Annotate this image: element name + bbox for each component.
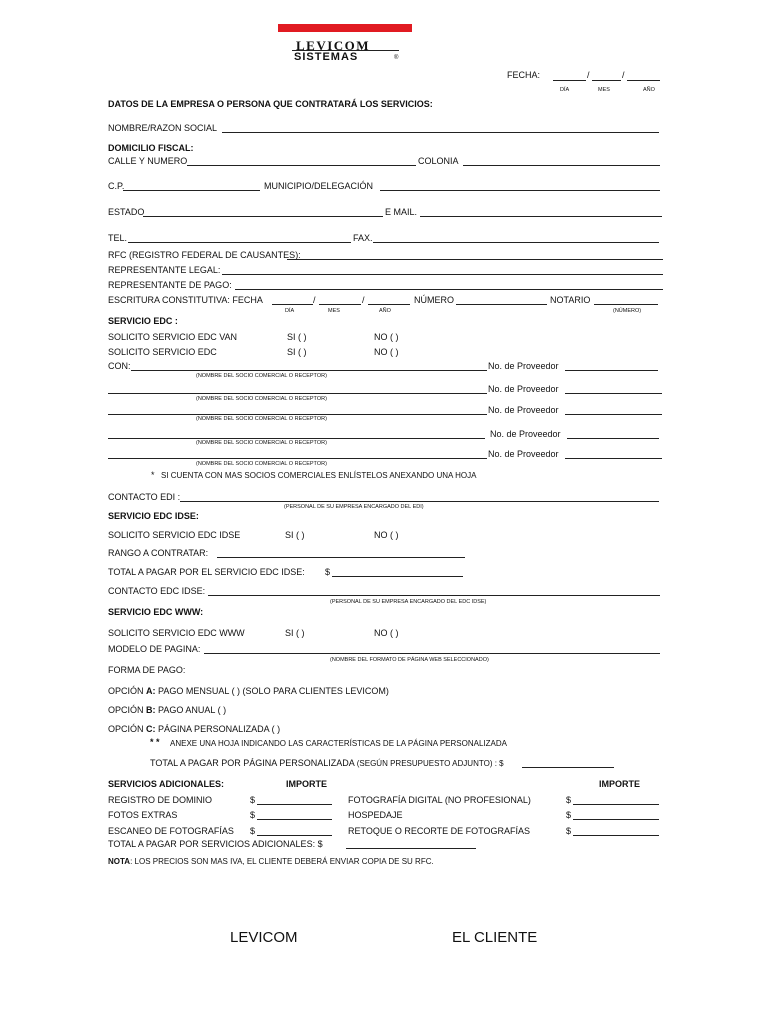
edc-label: SOLICITO SERVICIO EDC [108,347,217,357]
anexe-stars: * * [150,737,160,747]
idse-no-checkbox[interactable]: NO ( ) [374,530,399,540]
nota [108,857,434,866]
contacto-idse-label: CONTACTO EDC IDSE: [108,586,206,596]
socio-1-field[interactable] [131,370,487,371]
rep-legal-label: REPRESENTANTE LEGAL: [108,265,221,275]
www-no-checkbox[interactable]: NO ( ) [374,628,399,638]
opcion-b-text[interactable]: PAGO ANUAL ( ) [158,705,227,715]
adicional-left-3-dollar: $ [250,826,256,836]
fecha-sep-2: / [622,70,625,80]
rep-pago-label: REPRESENTANTE DE PAGO: [108,280,232,290]
www-title: SERVICIO EDC WWW: [108,607,204,617]
www-total [150,758,504,768]
edc-van-si-checkbox[interactable]: SI ( ) [287,332,307,342]
www-total-label: TOTAL A PAGAR POR PÁGINA PERSONALIZADA [150,758,355,768]
escritura-mes-note: MES [328,308,340,314]
adicionales-title: SERVICIOS ADICIONALES: [108,779,225,789]
opcion-b-letter: B: [146,705,156,715]
www-total-note: (SEGÚN PRESUPUESTO ADJUNTO) : $ [356,759,504,768]
proveedor-5-field[interactable] [565,458,662,459]
proveedor-3-field[interactable] [565,414,662,415]
escritura-mes-field[interactable] [319,304,361,305]
opcion-a [108,686,389,696]
socio-5-field[interactable] [108,458,487,459]
logo-red-bar [278,24,412,32]
adicional-left-3: ESCANEO DE FOTOGRAFÍAS [108,826,234,836]
adicional-right-3: RETOQUE O RECORTE DE FOTOGRAFÍAS [348,826,531,836]
fecha-anio-note: AÑO [643,87,655,93]
www-solicito-label: SOLICITO SERVICIO EDC WWW [108,628,245,638]
rep-pago-field[interactable] [235,289,663,290]
email-field[interactable] [420,216,662,217]
escritura-label: ESCRITURA CONSTITUTIVA: FECHA [108,295,263,305]
rango-label: RANGO A CONTRATAR: [108,548,209,558]
edc-si-checkbox[interactable]: SI ( ) [287,347,307,357]
fecha-mes-field[interactable] [592,80,621,81]
escritura-dia-field[interactable] [272,304,313,305]
proveedor-1-label: No. de Proveedor [488,361,559,371]
adicional-right-1-field[interactable] [573,804,659,805]
idse-total-label: TOTAL A PAGAR POR EL SERVICIO EDC IDSE: [108,567,305,577]
escritura-sep-1: / [313,295,316,305]
fecha-mes-note: MES [598,87,610,93]
fecha-label: FECHA: [507,70,541,80]
tel-label: TEL. [108,233,128,243]
fax-label: FAX. [353,233,373,243]
adicional-left-1-field[interactable] [257,804,332,805]
idse-total-field[interactable] [332,576,463,577]
modelo-field[interactable] [204,653,660,654]
opcion-a-word: OPCIÓN [108,686,144,696]
edc-con-label: CON: [108,361,131,371]
municipio-field[interactable] [380,190,660,191]
anexe-note: ANEXE UNA HOJA INDICANDO LAS CARACTERÍSTICAS DE LA PÁGINA PERSONALIZADA [170,739,507,748]
contacto-idse-field[interactable] [208,595,660,596]
nota-label: NOTA [108,857,131,866]
domicilio-title: DOMICILIO FISCAL: [108,143,194,153]
calle-label: CALLE Y NUMERO [108,156,188,166]
cp-label: C.P. [108,181,125,191]
numero-field[interactable] [456,304,547,305]
idse-title: SERVICIO EDC IDSE: [108,511,199,521]
notario-field[interactable] [594,304,658,305]
edc-no-checkbox[interactable]: NO ( ) [374,347,399,357]
rep-legal-field[interactable] [222,274,663,275]
opcion-c-letter: C: [146,724,156,734]
idse-total-dollar: $ [325,567,331,577]
estado-field[interactable] [143,216,383,217]
edc-van-no-checkbox[interactable]: NO ( ) [374,332,399,342]
escritura-anio-field[interactable] [368,304,410,305]
contacto-edi-note: (PERSONAL DE SU EMPRESA ENCARGADO DEL EDI) [284,504,424,510]
contacto-idse-note: (PERSONAL DE SU EMPRESA ENCARGADO DEL EDC IDSE) [330,599,487,605]
forma-pago-label: FORMA DE PAGO: [108,665,186,675]
numero-label: NÚMERO [414,295,454,305]
signature-levicom: LEVICOM [230,929,298,946]
proveedor-4-label: No. de Proveedor [490,429,561,439]
fecha-dia-note: DÍA [560,87,570,93]
adicional-right-2-dollar: $ [566,810,572,820]
modelo-label: MODELO DE PAGINA: [108,644,201,654]
socio-4-note: (NOMBRE DEL SOCIO COMERCIAL O RECEPTOR) [196,440,327,446]
escritura-dia-note: DÍA [285,308,295,314]
opcion-a-text[interactable]: PAGO MENSUAL ( ) (SOLO PARA CLIENTES LEVICOM) [158,686,389,696]
adicional-right-1-dollar: $ [566,795,572,805]
opcion-b-word: OPCIÓN [108,705,144,715]
municipio-label: MUNICIPIO/DELEGACIÓN [264,181,374,191]
opcion-c-text[interactable]: PÁGINA PERSONALIZADA ( ) [158,724,281,734]
mas-socios-note: SI CUENTA CON MAS SOCIOS COMERCIALES ENLÍSTELOS ANEXANDO UNA HOJA [161,471,477,480]
www-si-checkbox[interactable]: SI ( ) [285,628,305,638]
fax-field[interactable] [373,242,659,243]
adicional-right-2: HOSPEDAJE [348,810,403,820]
adicional-left-1: REGISTRO DE DOMINIO [108,795,213,805]
proveedor-4-field[interactable] [567,438,659,439]
notario-numero-note: (NÚMERO) [613,308,642,314]
proveedor-5-label: No. de Proveedor [488,449,559,459]
opcion-c-word: OPCIÓN [108,724,144,734]
mas-socios-star: * [151,470,155,480]
adicionales-total-label: TOTAL A PAGAR POR SERVICIOS ADICIONALES: $ [108,839,323,849]
fecha-dia-field[interactable] [553,80,586,81]
adicional-right-3-field[interactable] [573,835,659,836]
fecha-sep-1: / [587,70,590,80]
nombre-label: NOMBRE/RAZON SOCIAL [108,123,218,133]
proveedor-2-label: No. de Proveedor [488,384,559,394]
socio-5-note: (NOMBRE DEL SOCIO COMERCIAL O RECEPTOR) [196,461,327,467]
proveedor-3-label: No. de Proveedor [488,405,559,415]
opcion-c [108,724,280,734]
idse-si-checkbox[interactable]: SI ( ) [285,530,305,540]
rfc-label: RFC (REGISTRO FEDERAL DE CAUSANTES): [108,250,301,260]
adicional-left-2-field[interactable] [257,819,332,820]
logo-brand-top: LEVICOM [296,38,371,53]
idse-solicito-label: SOLICITO SERVICIO EDC IDSE [108,530,241,540]
contacto-edi-label: CONTACTO EDI : [108,492,181,502]
adicional-left-2: FOTOS EXTRAS [108,810,178,820]
estado-label: ESTADO [108,207,145,217]
adicional-left-3-field[interactable] [257,835,332,836]
edc-title: SERVICIO EDC : [108,316,178,326]
importe-header-right: IMPORTE [599,779,641,789]
www-total-field[interactable] [522,767,614,768]
rfc-field[interactable] [287,259,663,260]
adicional-left-2-dollar: $ [250,810,256,820]
opcion-a-letter: A: [146,686,156,696]
fecha-anio-field[interactable] [627,80,660,81]
colonia-field[interactable] [463,165,660,166]
nombre-field[interactable] [222,132,659,133]
adicional-left-1-dollar: $ [250,795,256,805]
logo-brand-bottom: SISTEMAS [294,51,359,63]
socio-3-note: (NOMBRE DEL SOCIO COMERCIAL O RECEPTOR) [196,416,327,422]
logo-registered-mark: ® [394,55,399,61]
signature-cliente: EL CLIENTE [452,929,538,946]
socio-4-field[interactable] [108,438,485,439]
adicionales-total-field[interactable] [346,848,476,849]
proveedor-1-field[interactable] [565,370,658,371]
importe-header-left: IMPORTE [286,779,328,789]
opcion-b [108,705,226,715]
calle-field[interactable] [187,165,416,166]
colonia-label: COLONIA [418,156,459,166]
adicional-right-1: FOTOGRAFÍA DIGITAL (NO PROFESIONAL) [348,795,531,805]
socio-1-note: (NOMBRE DEL SOCIO COMERCIAL O RECEPTOR) [196,373,327,379]
contacto-edi-field[interactable] [180,501,659,502]
tel-field[interactable] [128,242,351,243]
cp-field[interactable] [123,190,260,191]
adicional-right-2-field[interactable] [573,819,659,820]
socio-3-field[interactable] [108,414,487,415]
email-label: E MAIL. [385,207,418,217]
modelo-note: (NOMBRE DEL FORMATO DE PÁGINA WEB SELECCIONADO) [330,657,489,663]
form-heading: DATOS DE LA EMPRESA O PERSONA QUE CONTRATARÁ LOS SERVICIOS: [108,99,433,109]
nota-text: : LOS PRECIOS SON MAS IVA, EL CLIENTE DEBERÁ ENVIAR COPIA DE SU RFC. [130,857,434,866]
escritura-sep-2: / [362,295,365,305]
socio-2-field[interactable] [108,393,487,394]
escritura-anio-note: AÑO [379,308,391,314]
rango-field[interactable] [217,557,465,558]
edc-van-label: SOLICITO SERVICIO EDC VAN [108,332,238,342]
socio-2-note: (NOMBRE DEL SOCIO COMERCIAL O RECEPTOR) [196,396,327,402]
adicional-right-3-dollar: $ [566,826,572,836]
notario-label: NOTARIO [550,295,591,305]
proveedor-2-field[interactable] [565,393,662,394]
